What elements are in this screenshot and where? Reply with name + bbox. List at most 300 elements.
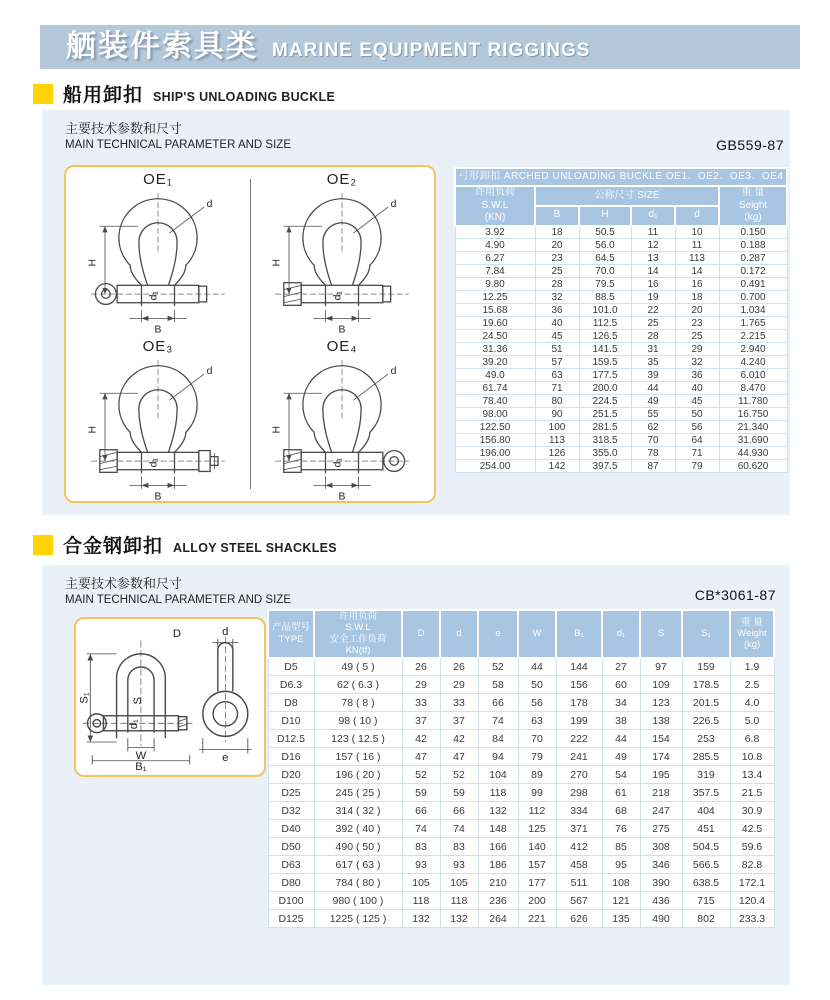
table-row	[268, 766, 774, 784]
table-cell: 200	[518, 892, 556, 910]
table-cell: 6.27	[455, 252, 535, 265]
table-cell: 121	[602, 892, 640, 910]
table-cell: 21.340	[719, 421, 787, 434]
col-header-d1: d₁	[631, 206, 675, 226]
table-cell: 251.5	[579, 408, 631, 421]
table-cell: 144	[556, 658, 602, 676]
table-cell: 30.9	[730, 802, 774, 820]
table-cell: 84	[478, 730, 518, 748]
table-cell: 52	[478, 658, 518, 676]
table-cell: 210	[478, 874, 518, 892]
col-header-b: B	[535, 206, 579, 226]
table-cell: 2.940	[719, 343, 787, 356]
table-cell: 83	[440, 838, 478, 856]
wt-unit: (kg)	[744, 212, 762, 223]
table-cell: D80	[268, 874, 314, 892]
table-cell: 980 ( 100 )	[314, 892, 402, 910]
table-row	[268, 694, 774, 712]
table-row	[455, 278, 787, 291]
table-cell: 40	[535, 317, 579, 330]
table-cell: 42.5	[730, 820, 774, 838]
table-cell: 122.50	[455, 421, 535, 434]
table-cell: 104	[478, 766, 518, 784]
table-cell: 140	[518, 838, 556, 856]
table-cell: 132	[440, 910, 478, 928]
table-cell: D32	[268, 802, 314, 820]
table-cell: 108	[602, 874, 640, 892]
col-header-d1: d₁	[602, 610, 640, 658]
table-cell: 31.36	[455, 343, 535, 356]
table-cell: 0.287	[719, 252, 787, 265]
swl-l1: 许用负荷	[338, 611, 377, 622]
table-cell: 44	[602, 730, 640, 748]
table-cell: 42	[440, 730, 478, 748]
table-cell: 68	[602, 802, 640, 820]
table-cell: 36	[535, 304, 579, 317]
yellow-bullet-icon	[33, 84, 53, 104]
page-title-en: MARINE EQUIPMENT RIGGINGS	[272, 40, 591, 61]
table-cell: 29	[675, 343, 719, 356]
table-cell: 0.172	[719, 265, 787, 278]
table-row	[455, 382, 787, 395]
shackle-diagram-oe3	[66, 334, 250, 501]
table1-body	[455, 226, 787, 473]
table-row	[268, 820, 774, 838]
table-cell: 71	[535, 382, 579, 395]
table1-header	[455, 168, 787, 226]
bow-shackle-drawing	[258, 355, 426, 501]
col-header-B1: B₁	[556, 610, 602, 658]
table-cell: 371	[556, 820, 602, 838]
table-cell: 33	[440, 694, 478, 712]
wt-en: Weight	[737, 628, 767, 640]
table-cell: 412	[556, 838, 602, 856]
table-cell: 54	[602, 766, 640, 784]
page-title-band	[40, 25, 800, 69]
table-cell: D5	[268, 658, 314, 676]
table-row	[455, 291, 787, 304]
table-row	[268, 856, 774, 874]
table-row	[455, 330, 787, 343]
table-cell: 38	[602, 712, 640, 730]
table-cell: 264	[478, 910, 518, 928]
dee-shackle-diagram-box	[74, 617, 266, 777]
svg-text:H: H	[271, 425, 283, 434]
arched-buckle-table	[454, 167, 788, 473]
table-cell: 141.5	[579, 343, 631, 356]
table-cell: 4.0	[730, 694, 774, 712]
table-cell: 436	[640, 892, 682, 910]
svg-text:S₁: S₁	[79, 692, 91, 704]
table-row	[268, 910, 774, 928]
table-cell: 61	[602, 784, 640, 802]
table-cell: 13.4	[730, 766, 774, 784]
table-cell: 59	[402, 784, 440, 802]
table-cell: 281.5	[579, 421, 631, 434]
table-cell: 9.80	[455, 278, 535, 291]
table-cell: 199	[556, 712, 602, 730]
table-cell: 33	[402, 694, 440, 712]
table-cell: 90	[535, 408, 579, 421]
table-cell: 12	[631, 239, 675, 252]
table-cell: 156	[556, 676, 602, 694]
table-cell: 8.470	[719, 382, 787, 395]
col-header-S: S	[640, 610, 682, 658]
table-cell: 74	[440, 820, 478, 838]
swl-l3: 安全工作负荷	[329, 633, 387, 645]
table-cell: 404	[682, 802, 730, 820]
table-cell: 28	[631, 330, 675, 343]
table-cell: 49 ( 5 )	[314, 658, 402, 676]
table-row	[455, 434, 787, 447]
table-cell: 275	[640, 820, 682, 838]
table-row	[455, 369, 787, 382]
table-row	[455, 343, 787, 356]
table-cell: 319	[682, 766, 730, 784]
table-row	[455, 317, 787, 330]
table-cell: D16	[268, 748, 314, 766]
table-cell: 0.700	[719, 291, 787, 304]
table-cell: 157	[518, 856, 556, 874]
section2-standard-code: CB*3061-87	[694, 587, 776, 603]
table-cell: 567	[556, 892, 602, 910]
table-cell: 62 ( 6.3 )	[314, 676, 402, 694]
table-cell: 178.5	[682, 676, 730, 694]
table-cell: D40	[268, 820, 314, 838]
table2-body	[268, 658, 774, 928]
table-cell: 196.00	[455, 447, 535, 460]
table-cell: 222	[556, 730, 602, 748]
table-cell: 0.150	[719, 226, 787, 239]
col-header-e: e	[478, 610, 518, 658]
table-cell: 2.5	[730, 676, 774, 694]
table-cell: 15.68	[455, 304, 535, 317]
table-cell: 99	[518, 784, 556, 802]
table-row	[268, 730, 774, 748]
table-cell: 12.25	[455, 291, 535, 304]
table-row	[268, 712, 774, 730]
table-cell: 31	[631, 343, 675, 356]
table-cell: 40	[675, 382, 719, 395]
table-cell: 51	[535, 343, 579, 356]
svg-text:H: H	[87, 258, 99, 267]
table-cell: 174	[640, 748, 682, 766]
svg-text:d: d	[206, 199, 213, 211]
table-cell: 26	[440, 658, 478, 676]
table-cell: 101.0	[579, 304, 631, 317]
table-cell: 18	[535, 226, 579, 239]
yellow-bullet-icon	[33, 535, 53, 555]
table-cell: 355.0	[579, 447, 631, 460]
table-cell: 1.034	[719, 304, 787, 317]
svg-text:D: D	[172, 628, 181, 640]
table-cell: 159	[682, 658, 730, 676]
table-cell: 26	[402, 658, 440, 676]
table-cell: 11.780	[719, 395, 787, 408]
table-cell: 314 ( 32 )	[314, 802, 402, 820]
table-cell: 16	[631, 278, 675, 291]
table-cell: 566.5	[682, 856, 730, 874]
table-cell: 58	[478, 676, 518, 694]
table-cell: 49.0	[455, 369, 535, 382]
table-cell: 52	[440, 766, 478, 784]
table-cell: 44.930	[719, 447, 787, 460]
table-cell: 32	[675, 356, 719, 369]
col-header-size: 公称尺寸 SIZE	[535, 186, 719, 206]
table-cell: 236	[478, 892, 518, 910]
table-row	[268, 658, 774, 676]
swl-unit: (KN)	[484, 212, 506, 223]
table-cell: 59	[440, 784, 478, 802]
svg-text:d₁: d₁	[148, 458, 160, 468]
table-cell: 37	[402, 712, 440, 730]
table-cell: 298	[556, 784, 602, 802]
table-cell: 6.8	[730, 730, 774, 748]
table-cell: 132	[402, 910, 440, 928]
shackle-diagram-oe4	[250, 334, 434, 501]
table-cell: 78	[631, 447, 675, 460]
table-cell: 60.620	[719, 460, 787, 473]
svg-text:B: B	[338, 324, 346, 334]
table-cell: 34	[602, 694, 640, 712]
table-cell: 25	[631, 317, 675, 330]
svg-text:d₁: d₁	[148, 291, 160, 301]
table-cell: 80	[535, 395, 579, 408]
table-cell: 64.5	[579, 252, 631, 265]
table-cell: 504.5	[682, 838, 730, 856]
svg-text:B: B	[154, 491, 162, 501]
table-cell: 802	[682, 910, 730, 928]
oe4-label: OE₄	[326, 338, 358, 355]
swl-en: S.W.L	[481, 199, 509, 211]
table-cell: 226.5	[682, 712, 730, 730]
table-cell: D20	[268, 766, 314, 784]
table-cell: 64	[675, 434, 719, 447]
table-cell: 16.750	[719, 408, 787, 421]
table-cell: 105	[402, 874, 440, 892]
table-cell: D50	[268, 838, 314, 856]
table-cell: 201.5	[682, 694, 730, 712]
table-cell: D25	[268, 784, 314, 802]
table-cell: 1.9	[730, 658, 774, 676]
col-header-h: H	[579, 206, 631, 226]
table-cell: 36	[675, 369, 719, 382]
table-cell: 135	[602, 910, 640, 928]
page-title-zh: 舾装件索具类	[66, 30, 258, 63]
svg-text:e: e	[222, 751, 229, 764]
table-cell: 177.5	[579, 369, 631, 382]
section1-heading	[33, 80, 335, 107]
table-cell: 25	[675, 330, 719, 343]
table1-banner: 弓形卸扣 ARCHED UNLOADING BUCKLE OE1、OE2、OE3、OE4	[455, 168, 787, 186]
table-cell: D63	[268, 856, 314, 874]
wt-zh: 重 量	[741, 616, 763, 628]
table-cell: 148	[478, 820, 518, 838]
alloy-shackle-table	[267, 609, 775, 928]
table-cell: 85	[602, 838, 640, 856]
table-cell: 18	[675, 291, 719, 304]
table-cell: 126.5	[579, 330, 631, 343]
table-cell: 123	[640, 694, 682, 712]
table-cell: 97	[640, 658, 682, 676]
table-cell: 458	[556, 856, 602, 874]
table-cell: 0.188	[719, 239, 787, 252]
table-row	[268, 838, 774, 856]
table-cell: 112.5	[579, 317, 631, 330]
table-cell: 253	[682, 730, 730, 748]
table-cell: 49	[602, 748, 640, 766]
table-cell: 47	[402, 748, 440, 766]
table-cell: 186	[478, 856, 518, 874]
table-cell: 29	[440, 676, 478, 694]
table-row	[455, 265, 787, 278]
table-cell: 270	[556, 766, 602, 784]
table-cell: 14	[631, 265, 675, 278]
table-cell: 79	[675, 460, 719, 473]
table-cell: 156.80	[455, 434, 535, 447]
table-row	[268, 874, 774, 892]
table-cell: 21.5	[730, 784, 774, 802]
table-cell: 50	[675, 408, 719, 421]
bow-shackle-drawing	[74, 188, 242, 334]
svg-text:H: H	[271, 258, 283, 267]
table-cell: 626	[556, 910, 602, 928]
table-cell: 245 ( 25 )	[314, 784, 402, 802]
table-cell: 178	[556, 694, 602, 712]
table-cell: 6.010	[719, 369, 787, 382]
svg-text:S: S	[131, 696, 144, 705]
type-en: TYPE	[278, 633, 304, 645]
table-cell: 83	[402, 838, 440, 856]
table-cell: 79	[518, 748, 556, 766]
table-cell: 247	[640, 802, 682, 820]
table-cell: 123 ( 12.5 )	[314, 730, 402, 748]
table-cell: D6.3	[268, 676, 314, 694]
table-cell: 13	[631, 252, 675, 265]
table-cell: 35	[631, 356, 675, 369]
table-cell: 19.60	[455, 317, 535, 330]
table-cell: 357.5	[682, 784, 730, 802]
table-cell: 118	[402, 892, 440, 910]
section1-parameter-label	[65, 120, 291, 153]
table-cell: 23	[675, 317, 719, 330]
shackle-diagram-oe1	[66, 167, 250, 334]
table-cell: 334	[556, 802, 602, 820]
table-cell: 25	[535, 265, 579, 278]
table-row	[455, 356, 787, 369]
table-cell: 39.20	[455, 356, 535, 369]
table-cell: 44	[631, 382, 675, 395]
table-cell: 37	[440, 712, 478, 730]
table-cell: 76	[602, 820, 640, 838]
param-label-zh: 主要技术参数和尺寸	[65, 576, 183, 591]
bow-shackle-drawing	[74, 355, 242, 501]
table-row	[268, 748, 774, 766]
table-cell: 218	[640, 784, 682, 802]
table-cell: 63	[518, 712, 556, 730]
svg-text:H: H	[87, 425, 99, 434]
table-cell: 14	[675, 265, 719, 278]
oe2-label: OE₂	[326, 171, 358, 188]
table-cell: 24.50	[455, 330, 535, 343]
table-row	[455, 460, 787, 473]
table-cell: 0.491	[719, 278, 787, 291]
table-cell: 45	[675, 395, 719, 408]
wt-zh: 重 量	[741, 187, 765, 198]
table-cell: 44	[518, 658, 556, 676]
table-cell: 79.5	[579, 278, 631, 291]
table-cell: 50.5	[579, 226, 631, 239]
table-cell: 105	[440, 874, 478, 892]
table-cell: 27	[602, 658, 640, 676]
svg-text:d: d	[390, 199, 397, 211]
table-cell: 66	[440, 802, 478, 820]
table-cell: 70.0	[579, 265, 631, 278]
table-cell: 3.92	[455, 226, 535, 239]
section1-heading-en: SHIP'S UNLOADING BUCKLE	[153, 90, 336, 104]
section2-panel	[42, 565, 790, 985]
col-header-S1: S₁	[682, 610, 730, 658]
table-cell: 346	[640, 856, 682, 874]
type-zh: 产品型号	[271, 622, 310, 634]
table-cell: 7.84	[455, 265, 535, 278]
table-cell: 154	[640, 730, 682, 748]
table-cell: 42	[402, 730, 440, 748]
table-row	[268, 676, 774, 694]
table-cell: D10	[268, 712, 314, 730]
svg-text:W: W	[135, 749, 147, 762]
table-cell: 142	[535, 460, 579, 473]
table-cell: 159.5	[579, 356, 631, 369]
table-cell: 47	[440, 748, 478, 766]
table-cell: 88.5	[579, 291, 631, 304]
table-cell: 63	[535, 369, 579, 382]
table-cell: 20	[535, 239, 579, 252]
col-header-swl	[314, 610, 402, 658]
table-row	[455, 447, 787, 460]
table-cell: 157 ( 16 )	[314, 748, 402, 766]
param-label-en: MAIN TECHNICAL PARAMETER AND SIZE	[65, 138, 291, 151]
table-cell: 70	[631, 434, 675, 447]
table-cell: 617 ( 63 )	[314, 856, 402, 874]
table-cell: 221	[518, 910, 556, 928]
table-cell: 392 ( 40 )	[314, 820, 402, 838]
svg-text:B: B	[154, 324, 162, 334]
table-cell: 20	[675, 304, 719, 317]
table-cell: 89	[518, 766, 556, 784]
table-cell: D12.5	[268, 730, 314, 748]
table-cell: 511	[556, 874, 602, 892]
table-cell: 22	[631, 304, 675, 317]
param-label-zh: 主要技术参数和尺寸	[65, 121, 183, 136]
table-row	[455, 226, 787, 239]
table-row	[455, 239, 787, 252]
bow-shackle-diagram-box	[64, 165, 436, 503]
table-cell: 397.5	[579, 460, 631, 473]
svg-text:d₁: d₁	[332, 291, 344, 301]
table-cell: 19	[631, 291, 675, 304]
col-header-d: d	[440, 610, 478, 658]
table-cell: 285.5	[682, 748, 730, 766]
table-cell: 113	[675, 252, 719, 265]
table-cell: 490 ( 50 )	[314, 838, 402, 856]
col-header-d: d	[675, 206, 719, 226]
table-cell: 74	[402, 820, 440, 838]
table-cell: 78 ( 8 )	[314, 694, 402, 712]
table-cell: 490	[640, 910, 682, 928]
table-cell: 56	[675, 421, 719, 434]
table-row	[455, 304, 787, 317]
